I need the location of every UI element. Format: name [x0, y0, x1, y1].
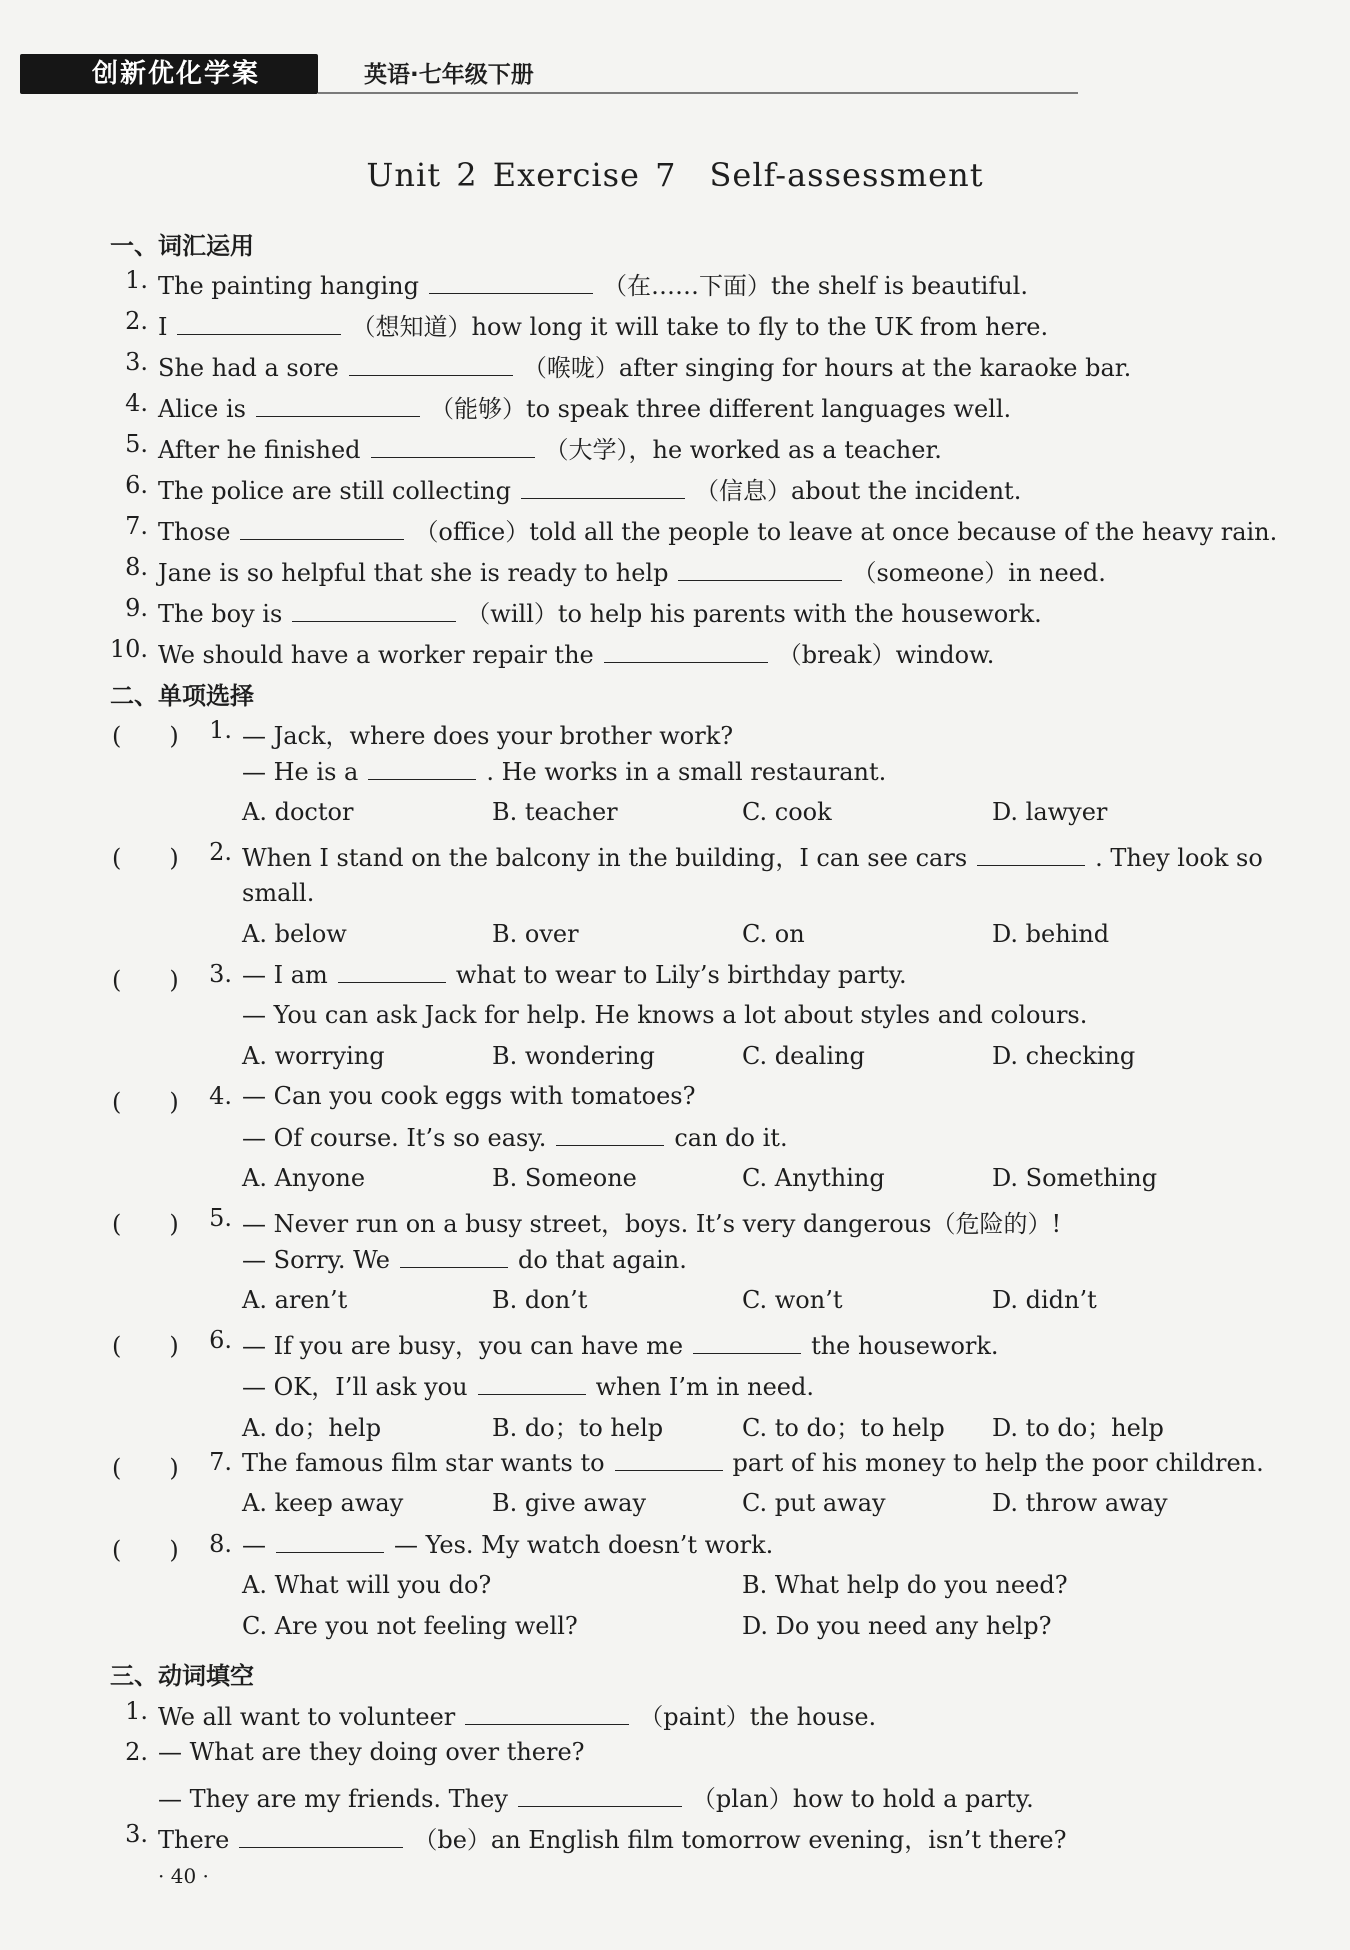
stem-text: the housework. [811, 1332, 999, 1360]
option-a[interactable]: A. Anyone [242, 1164, 366, 1192]
answer-blank[interactable] [678, 558, 842, 581]
stem-text: — I am [242, 961, 328, 989]
header-rule [318, 92, 1078, 94]
vocab-item [158, 430, 942, 465]
answer-blank[interactable] [615, 1448, 723, 1471]
response-line [242, 879, 314, 907]
answer-blank[interactable] [240, 517, 404, 540]
brand-text: 创新优化学案 [92, 59, 261, 89]
verb-item-2-question: — What are they doing over there? [158, 1738, 585, 1766]
page-title: Unit 2 Exercise 7 Self-assessment [366, 156, 984, 194]
option-c[interactable]: C. won’t [742, 1286, 843, 1314]
answer-bracket[interactable]: ( ) [112, 966, 179, 994]
option-d[interactable]: D. checking [992, 1042, 1136, 1070]
vocab-item [158, 553, 1106, 588]
section-heading-choice: 二、单项选择 [110, 682, 254, 710]
question-line [242, 1448, 1264, 1477]
item-number: 2. [125, 307, 148, 335]
stem-text: — [242, 1531, 266, 1559]
answer-blank[interactable] [338, 960, 446, 983]
stem-text: — They are my friends. They [158, 1785, 508, 1813]
option-b[interactable]: B. What help do you need? [742, 1571, 1068, 1599]
stem-text: — You can ask Jack for help. He knows a lot about styles and colours. [242, 1001, 1088, 1029]
response-line [242, 757, 886, 786]
stem-text: do that again. [518, 1246, 687, 1274]
option-c[interactable]: C. put away [742, 1489, 886, 1517]
hint-text: （在……下面）the shelf is beautiful. [602, 272, 1028, 300]
option-a[interactable]: A. below [242, 920, 347, 948]
option-a[interactable]: A. doctor [242, 798, 354, 826]
answer-blank[interactable] [604, 640, 768, 663]
answer-blank[interactable] [368, 757, 476, 780]
item-number: 8. [125, 553, 148, 581]
answer-blank[interactable] [276, 1530, 384, 1553]
section-heading-vocab: 一、词汇运用 [110, 232, 254, 260]
vocab-item [158, 635, 994, 670]
item-number: 6. [209, 1326, 232, 1354]
answer-bracket[interactable]: ( ) [112, 1536, 179, 1564]
stem-text: . He works in a small restaurant. [486, 758, 887, 786]
option-d[interactable]: D. Something [992, 1164, 1158, 1192]
answer-blank[interactable] [400, 1245, 508, 1268]
option-c[interactable]: C. on [742, 920, 805, 948]
answer-blank[interactable] [977, 843, 1085, 866]
stem-text: can do it. [674, 1124, 788, 1152]
item-number: 5. [125, 430, 148, 458]
question-line [242, 1082, 695, 1110]
item-number: 3. [125, 348, 148, 376]
stem-text: what to wear to Lily’s birthday party. [455, 961, 907, 989]
answer-bracket[interactable]: ( ) [112, 1454, 179, 1482]
item-number: 9. [125, 594, 148, 622]
item-number: 7. [209, 1448, 232, 1476]
item-number: 1. [125, 1697, 148, 1725]
option-d[interactable]: D. Do you need any help? [742, 1612, 1052, 1640]
answer-blank[interactable] [478, 1372, 586, 1395]
answer-blank[interactable] [465, 1702, 629, 1725]
hint-text: （will）to help his parents with the housework. [466, 600, 1042, 628]
option-b[interactable]: B. over [492, 920, 579, 948]
stem-text: — Of course. It’s so easy. [242, 1124, 547, 1152]
option-d[interactable]: D. behind [992, 920, 1110, 948]
response-line [242, 1245, 687, 1274]
vocab-item [158, 266, 1028, 301]
option-b[interactable]: B. do；to help [492, 1414, 664, 1442]
option-b[interactable]: B. give away [492, 1489, 647, 1517]
question-line [242, 1530, 773, 1559]
response-line [242, 1367, 814, 1402]
stem-text: We all want to volunteer [158, 1703, 456, 1731]
question-line [242, 716, 733, 751]
stem-text: — OK，I’ll ask you [242, 1373, 468, 1401]
stem-text: — If you are busy，you can have me [242, 1332, 684, 1360]
response-line [242, 1123, 788, 1152]
vocab-item [158, 389, 1011, 424]
hint-text: （be）an English film tomorrow evening，isn’t there? [413, 1826, 1067, 1854]
stem-text: I [158, 313, 168, 341]
page-header [20, 54, 1350, 96]
hint-text: （信息）about the incident. [695, 477, 1022, 505]
option-d[interactable]: D. lawyer [992, 798, 1108, 826]
stem-text: There [158, 1826, 230, 1854]
option-a[interactable]: A. keep away [242, 1489, 404, 1517]
answer-blank[interactable] [177, 312, 341, 335]
stem-text: She had a sore [158, 354, 339, 382]
question-line [242, 1204, 1061, 1239]
vocab-item [158, 594, 1042, 629]
answer-bracket[interactable]: ( ) [112, 844, 179, 872]
stem-text: Jane is so helpful that she is ready to help [158, 559, 669, 587]
item-number: 7. [125, 512, 148, 540]
stem-text: The boy is [158, 600, 283, 628]
verb-item-2-answer [158, 1779, 1034, 1814]
stem-text: when I’m in need. [595, 1373, 814, 1401]
hint-text: （大学），he worked as a teacher. [544, 436, 942, 464]
stem-text: — He is a [242, 758, 359, 786]
question-line [242, 960, 907, 989]
stem-text: — Jack，where does your brother work? [242, 722, 734, 750]
stem-text: Alice is [158, 395, 246, 423]
stem-text: The painting hanging [158, 272, 419, 300]
vocab-item [158, 348, 1131, 383]
stem-text: The famous film star wants to [242, 1449, 605, 1477]
item-number: 3. [125, 1820, 148, 1848]
option-c[interactable]: C. cook [742, 798, 832, 826]
option-a[interactable]: A. worrying [242, 1042, 385, 1070]
answer-blank[interactable] [239, 1825, 403, 1848]
stem-text: When I stand on the balcony in the building，I can see cars [242, 844, 968, 872]
option-b[interactable]: B. don’t [492, 1286, 588, 1314]
hint-text: （someone）in need. [852, 559, 1106, 587]
stem-text: — Never run on a busy street，boys. It’s very dangerous（危险的）! [242, 1210, 1062, 1238]
brand-logo [20, 54, 318, 94]
answer-bracket[interactable]: ( ) [112, 1332, 179, 1360]
item-number: 2. [209, 838, 232, 866]
option-c[interactable]: C. dealing [742, 1042, 865, 1070]
response-line [242, 1001, 1087, 1029]
answer-blank[interactable] [521, 476, 685, 499]
hint-text: （喉咙）after singing for hours at the karaoke bar. [522, 354, 1132, 382]
answer-blank[interactable] [693, 1331, 801, 1354]
answer-bracket[interactable]: ( ) [112, 1210, 179, 1238]
item-number: 10. [109, 635, 148, 663]
option-d[interactable]: D. didn’t [992, 1286, 1097, 1314]
subject-label: 英语·七年级下册 [364, 62, 534, 88]
answer-blank[interactable] [292, 599, 456, 622]
question-line [242, 1326, 999, 1361]
vocab-item [158, 512, 1277, 547]
answer-blank[interactable] [518, 1784, 682, 1807]
hint-text: （能够）to speak three different languages well. [429, 395, 1012, 423]
section-heading-verbs: 三、动词填空 [110, 1662, 254, 1690]
stem-text: — Yes. My watch doesn’t work. [394, 1531, 774, 1559]
answer-bracket[interactable]: ( ) [112, 1088, 179, 1116]
answer-blank[interactable] [371, 435, 535, 458]
stem-text: part of his money to help the poor children. [732, 1449, 1264, 1477]
option-a[interactable]: A. do；help [242, 1414, 382, 1442]
question-line [242, 838, 1263, 873]
page-number: · 40 · [158, 1864, 209, 1888]
option-b[interactable]: B. wondering [492, 1042, 655, 1070]
answer-blank[interactable] [556, 1123, 664, 1146]
vocab-item [158, 471, 1021, 506]
answer-blank[interactable] [349, 353, 513, 376]
stem-text: Those [158, 518, 231, 546]
option-c[interactable]: C. to do；to help [742, 1414, 945, 1442]
stem-text: . They look so [1095, 844, 1263, 872]
option-d[interactable]: D. to do；help [992, 1414, 1164, 1442]
stem-text: — Can you cook eggs with tomatoes? [242, 1082, 696, 1110]
answer-blank[interactable] [256, 394, 420, 417]
item-number: 1. [209, 716, 232, 744]
stem-text: — Sorry. We [242, 1246, 391, 1274]
option-a[interactable]: A. aren’t [242, 1286, 348, 1314]
verb-item-3 [158, 1820, 1066, 1855]
verb-item-1 [158, 1697, 876, 1732]
hint-text: （paint）the house. [639, 1703, 877, 1731]
item-number: 8. [209, 1530, 232, 1558]
item-number: 4. [125, 389, 148, 417]
option-d[interactable]: D. throw away [992, 1489, 1168, 1517]
item-number: 4. [209, 1082, 232, 1110]
option-a[interactable]: A. What will you do? [242, 1571, 492, 1599]
item-number: 1. [125, 266, 148, 294]
stem-text: The police are still collecting [158, 477, 511, 505]
hint-text: （plan）how to hold a party. [691, 1785, 1034, 1813]
item-number: 5. [209, 1204, 232, 1232]
stem-text: After he finished [158, 436, 361, 464]
option-b[interactable]: B. teacher [492, 798, 618, 826]
option-c[interactable]: C. Are you not feeling well? [242, 1612, 578, 1640]
stem-text: small. [242, 879, 315, 907]
item-number: 2. [125, 1738, 148, 1766]
answer-bracket[interactable]: ( ) [112, 722, 179, 750]
hint-text: （break）window. [777, 641, 995, 669]
hint-text: （想知道）how long it will take to fly to the UK from here. [351, 313, 1049, 341]
vocab-item [158, 307, 1048, 342]
hint-text: （office）told all the people to leave at once because of the heavy rain. [414, 518, 1278, 546]
item-number: 3. [209, 960, 232, 988]
item-number: 6. [125, 471, 148, 499]
option-c[interactable]: C. Anything [742, 1164, 885, 1192]
answer-blank[interactable] [429, 271, 593, 294]
option-b[interactable]: B. Someone [492, 1164, 637, 1192]
stem-text: We should have a worker repair the [158, 641, 594, 669]
